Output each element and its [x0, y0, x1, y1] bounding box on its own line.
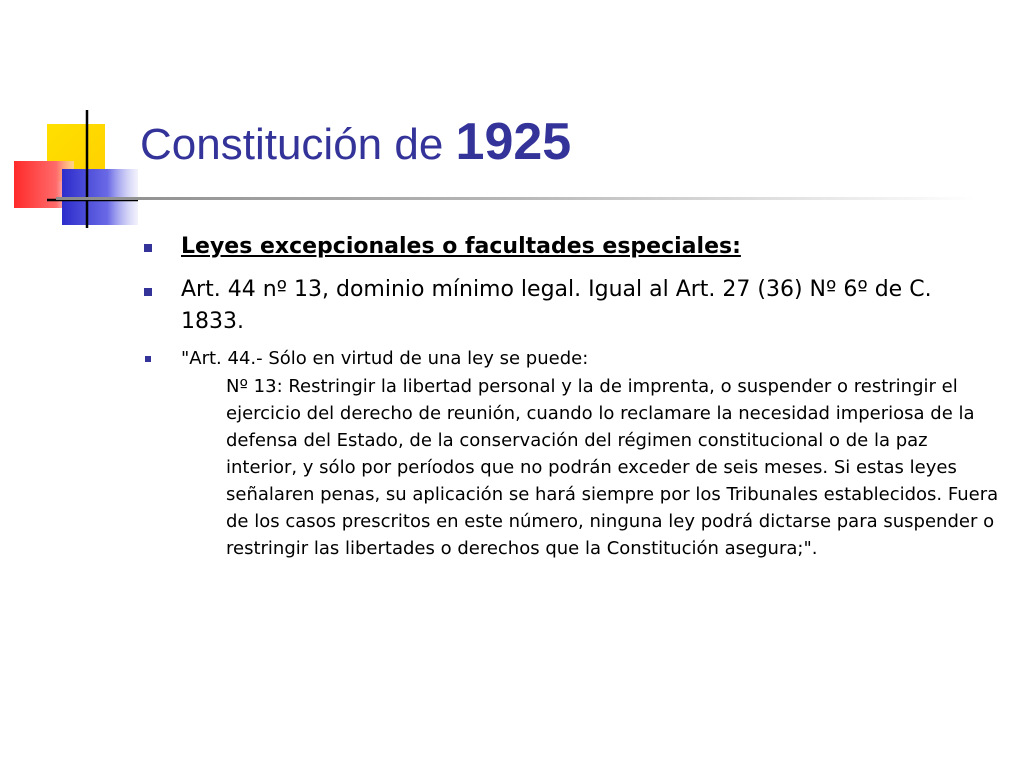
slide-body — [140, 230, 1000, 562]
bullet-item — [140, 274, 1000, 338]
decorative-squares-graphic — [0, 0, 140, 240]
title-prefix: Constitución de — [140, 120, 444, 169]
bullet-item — [140, 230, 1000, 264]
quoted-article-text: Nº 13: Restringir la libertad personal y la de imprenta, o suspender o restringir el ejercicio del derecho de reunión, cuando lo reclamare la necesidad imperiosa de la defensa del Estado, de la conservación del régimen constitucional o de la paz interior, y sólo por períodos que no podrán exceder de seis meses. Si estas leyes señalaren penas, su aplicación se hará siempre por los Tribunales establecidos. Fuera de los casos prescritos en este número, ninguna ley podrá dictarse para suspender o restringir las libertades o derechos que la Constitución asegura;". — [226, 376, 999, 559]
bullet-text: Art. 44 nº 13, dominio mínimo legal. Igual al Art. 27 (36) Nº 6º de C. 1833. — [181, 277, 932, 334]
title-divider — [56, 197, 976, 200]
square-bullet-icon — [144, 288, 152, 296]
square-bullet-icon — [145, 356, 151, 362]
bullet-item — [140, 346, 1000, 372]
title-year: 1925 — [455, 113, 572, 171]
bullet-text: Leyes excepcionales o facultades especiales: — [181, 234, 741, 259]
bullet-text: "Art. 44.- Sólo en virtud de una ley se puede: — [181, 348, 589, 369]
square-bullet-icon — [144, 244, 152, 252]
slide-title — [140, 112, 571, 172]
